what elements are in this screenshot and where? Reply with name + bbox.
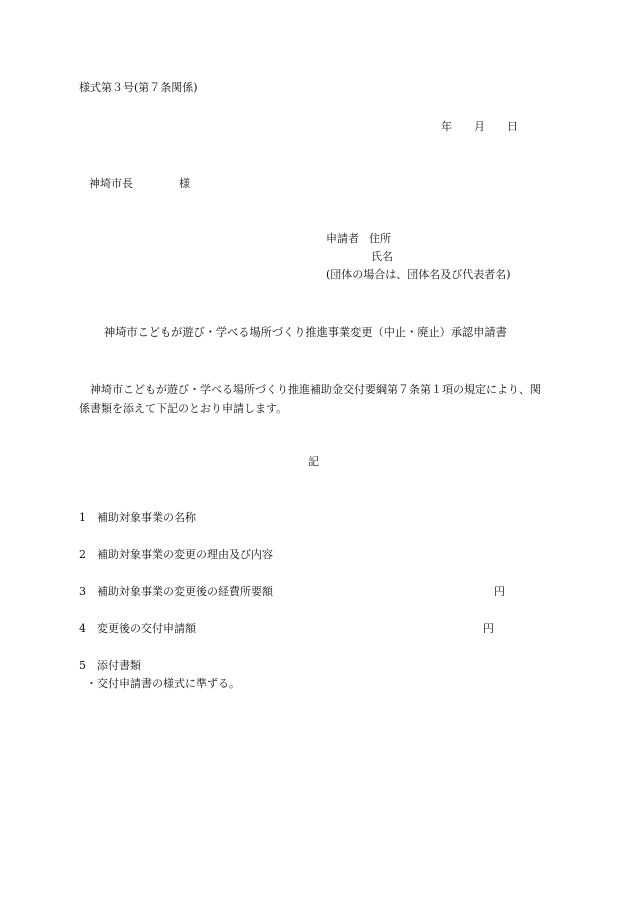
form-number: 様式第３号(第７条関係) [79, 81, 198, 94]
item-label: 補助対象事業の変更後の経費所要額 [97, 585, 273, 598]
date-month: 月 [474, 120, 485, 133]
item-number: 4 [79, 622, 86, 635]
applicant-name-label: 氏名 [371, 250, 393, 263]
body-text: 神埼市こどもが遊び・学べる場所づくり推進補助金交付要綱第７条第１項の規定により、関係書類を添えて下記のとおり申請します。 [79, 383, 541, 415]
item-number: 1 [79, 511, 86, 524]
applicant-address-row [326, 233, 391, 244]
attachment-note: ・交付申請書の様式に準ずる。 [86, 677, 240, 690]
addressee-honorific: 様 [179, 177, 190, 190]
item-label: 添付書類 [97, 659, 141, 672]
item-2 [79, 549, 273, 560]
item-label: 補助対象事業の変更の理由及び内容 [97, 548, 273, 561]
item-4 [79, 623, 196, 634]
date-year: 年 [441, 120, 452, 133]
date-line [441, 121, 518, 132]
item-label: 補助対象事業の名称 [97, 511, 196, 524]
item-label: 変更後の交付申請額 [97, 622, 196, 635]
item-5 [79, 660, 141, 671]
applicant-address-label: 住所 [369, 232, 391, 245]
item-4-unit: 円 [483, 622, 494, 635]
document-title: 神埼市こどもが遊び・学べる場所づくり推進事業変更（中止・廃止）承認申請書 [104, 326, 507, 339]
item-number: 3 [79, 585, 86, 598]
applicant-note: (団体の場合は、団体名及び代表者名) [326, 268, 511, 281]
item-number: 5 [79, 659, 86, 672]
ki-heading: 記 [308, 455, 319, 468]
item-1 [79, 512, 196, 523]
item-3 [79, 586, 273, 597]
item-3-unit: 円 [494, 585, 505, 598]
addressee [89, 178, 190, 189]
addressee-name: 神埼市長 [89, 177, 133, 190]
applicant-label: 申請者 [326, 232, 359, 245]
item-number: 2 [79, 548, 86, 561]
date-day: 日 [507, 120, 518, 133]
